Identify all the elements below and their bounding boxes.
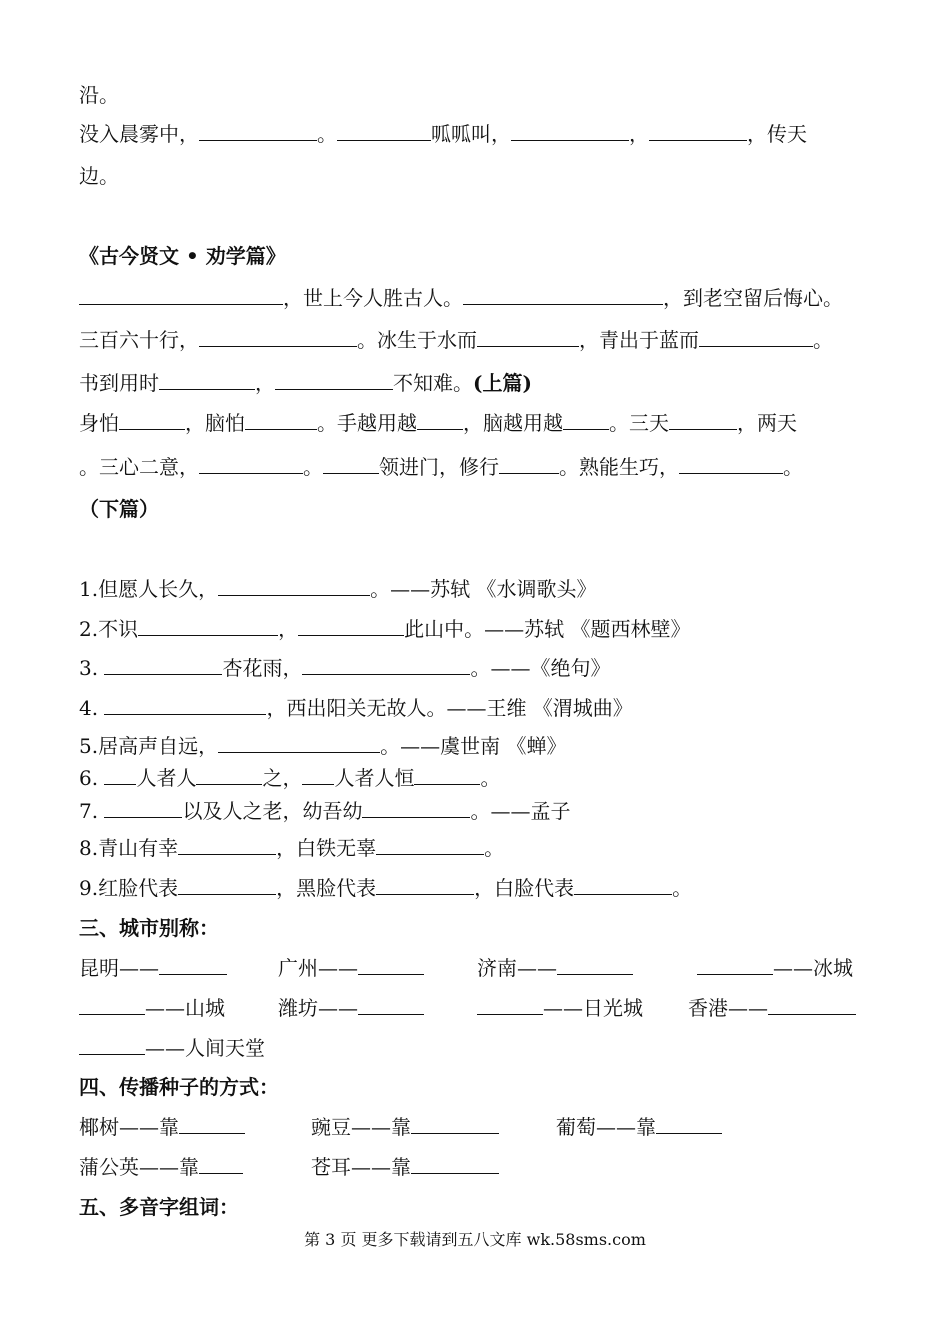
fill-blank[interactable] [199,122,317,141]
poem-item-5: 5.居高声自远， 。——虞世南 《蝉》 [79,734,567,758]
fill-blank[interactable] [499,455,559,474]
fill-blank[interactable] [199,328,357,347]
poem-tail-line2: 没入晨雾中， 。 呱呱叫， ， ，传天 [79,122,807,146]
fill-blank[interactable] [477,328,579,347]
fill-blank[interactable] [323,455,379,474]
fill-blank[interactable] [417,411,463,430]
fill-blank[interactable] [463,286,663,305]
alias-bingcheng: ——冰城 [697,955,853,981]
fill-blank[interactable] [699,328,813,347]
fill-blank[interactable] [298,617,404,636]
quanxue-row1: ，世上今人胜古人。 ，到老空留后悔心。 [79,285,890,311]
alias-guangzhou: 广州—— [278,955,424,981]
fill-blank[interactable] [159,371,255,390]
fill-blank[interactable] [414,766,480,785]
fill-blank[interactable] [511,122,629,141]
fill-blank[interactable] [218,734,380,753]
fill-blank[interactable] [302,766,334,785]
fill-blank[interactable] [557,956,633,975]
section5-title: 五、多音字组词： [79,1195,239,1219]
quanxue-xiapian-tag: （下篇） [79,497,159,521]
poem-item-8: 8.青山有幸 ，白铁无辜 。 [79,836,505,860]
fill-blank[interactable] [669,411,737,430]
fill-blank[interactable] [275,371,393,390]
section3-title: 三、城市别称： [79,916,219,940]
poem-item-1: 1.但愿人长久， 。——苏轼 《水调歌头》 [79,577,597,601]
poem-item-6: 6. 人者人 之， 人者人恒 。 [79,766,501,790]
fill-blank[interactable] [411,1155,499,1174]
fill-blank[interactable] [697,956,773,975]
alias-shancheng: ——山城 [79,995,225,1021]
alias-xianggang: 香港—— [688,995,856,1021]
fill-blank[interactable] [302,656,470,675]
fill-blank[interactable] [104,766,136,785]
fill-blank[interactable] [159,956,227,975]
seed-pugongying: 蒲公英——靠 [79,1154,243,1180]
fill-blank[interactable] [574,876,672,895]
fill-blank[interactable] [196,766,262,785]
fill-blank[interactable] [563,411,609,430]
fill-blank[interactable] [104,656,222,675]
fill-blank[interactable] [679,455,783,474]
alias-renjiantiantang: ——人间天堂 [79,1035,265,1061]
fill-blank[interactable] [376,876,474,895]
fill-blank[interactable] [79,286,283,305]
fill-blank[interactable] [178,836,276,855]
seed-yeshu: 椰树——靠 [79,1114,245,1140]
poem-item-3: 3. 杏花雨， 。——《绝句》 [79,656,611,680]
fill-blank[interactable] [245,411,317,430]
poem-item-7: 7. 以及人之老，幼吾幼 。——孟子 [79,799,571,823]
seed-putao: 葡萄——靠 [556,1114,722,1140]
poem-tail-line3: 边。 [79,164,119,188]
fill-blank[interactable] [649,122,747,141]
fill-blank[interactable] [138,617,278,636]
fill-blank[interactable] [337,122,431,141]
fill-blank[interactable] [79,996,145,1015]
fill-blank[interactable] [656,1115,722,1134]
quanxue-row2: 三百六十行， 。冰生于水而 ，青出于蓝而 。 [79,328,833,352]
poem-item-2: 2.不识 ， 此山中。——苏轼 《题西林壁》 [79,617,691,641]
alias-weifang: 潍坊—— [278,995,424,1021]
fill-blank[interactable] [104,799,182,818]
fill-blank[interactable] [218,577,370,596]
fill-blank[interactable] [79,1036,145,1055]
seed-cang-er: 苍耳——靠 [311,1154,499,1180]
seed-wandou: 豌豆——靠 [311,1114,499,1140]
fill-blank[interactable] [178,876,276,895]
section4-title: 四、传播种子的方式： [79,1075,279,1099]
quanxue-row3: 书到用时 ， 不知难。(上篇) [79,371,532,395]
page-footer: 第 3 页 更多下载请到五八文库 wk.58sms.com [304,1230,646,1249]
fill-blank[interactable] [411,1115,499,1134]
fill-blank[interactable] [358,996,424,1015]
alias-jinan: 济南—— [477,955,633,981]
fill-blank[interactable] [179,1115,245,1134]
fill-blank[interactable] [376,836,484,855]
fill-blank[interactable] [358,956,424,975]
poem-item-4: 4. ，西出阳关无故人。——王维 《渭城曲》 [79,696,633,720]
poem-tail-line1: 沿。 [79,83,119,107]
alias-riguangcheng: ——日光城 [477,995,643,1021]
fill-blank[interactable] [104,696,266,715]
alias-kunming: 昆明—— [79,955,227,981]
fill-blank[interactable] [199,1155,243,1174]
fill-blank[interactable] [362,799,470,818]
quanxue-title: 《古今贤文 • 劝学篇》 [79,244,286,268]
fill-blank[interactable] [199,455,303,474]
quanxue-row4: 身怕 ，脑怕 。手越用越 ，脑越用越 。三天 ，两天 [79,411,797,435]
quanxue-row5: 。三心二意， 。 领进门，修行 。熟能生巧， 。 [79,455,803,479]
fill-blank[interactable] [119,411,185,430]
fill-blank[interactable] [477,996,543,1015]
poem-item-9: 9.红脸代表 ，黑脸代表 ，白脸代表 。 [79,876,693,900]
fill-blank[interactable] [768,996,856,1015]
